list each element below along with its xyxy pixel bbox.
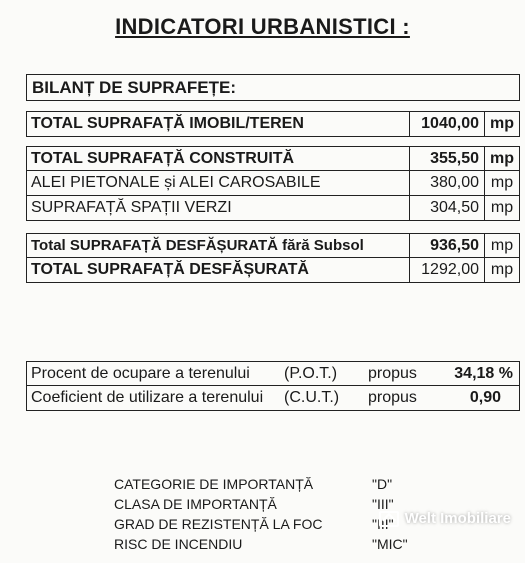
row-value: 936,50 <box>410 233 485 258</box>
page-title: INDICATORI URBANISTICI : <box>115 14 410 39</box>
table-row <box>26 233 520 258</box>
row-unit: mp <box>485 196 520 221</box>
ratio-row-pot <box>26 361 520 386</box>
table-row <box>26 111 520 137</box>
category-value: "III" <box>372 496 394 512</box>
ratio-label: Coeficient de utilizare a terenului <box>31 389 264 406</box>
category-value: "III" <box>372 516 394 532</box>
list-item <box>114 534 434 554</box>
row-unit: mp <box>485 111 520 137</box>
row-unit: mp <box>485 146 520 171</box>
bilant-header-box <box>26 74 520 101</box>
ratio-row-cut <box>26 386 520 411</box>
row-value: 355,50 <box>410 146 485 171</box>
row-value: 1292,00 <box>410 258 485 283</box>
ratio-code: (P.O.T.) <box>284 364 338 382</box>
row-label: TOTAL SUPRAFAȚĂ IMOBIL/TEREN <box>26 111 410 137</box>
category-label: RISC DE INCENDIU <box>114 536 243 552</box>
ratio-value: 0,90 <box>469 389 501 406</box>
row-label: SUPRAFAȚĂ SPAȚII VERZI <box>26 196 410 221</box>
bilant-header: BILANȚ DE SUPRAFEȚE: <box>32 77 236 97</box>
row-label: Total SUPRAFAȚĂ DESFĂȘURATĂ fără Subsol <box>26 233 410 258</box>
table-row <box>26 146 520 171</box>
table-row <box>26 196 520 221</box>
row-label: TOTAL SUPRAFAȚĂ CONSTRUITĂ <box>26 146 410 171</box>
row-label: ALEI PIETONALE și ALEI CAROSABILE <box>26 171 410 196</box>
list-item <box>114 474 434 494</box>
ratio-status: propus <box>368 389 417 406</box>
row-value: 304,50 <box>410 196 485 221</box>
house-icon <box>379 511 399 527</box>
row-unit: mp <box>485 171 520 196</box>
table-row <box>26 171 520 196</box>
category-label: CLASA DE IMPORTANȚĂ <box>114 496 277 512</box>
category-label: CATEGORIE DE IMPORTANȚĂ <box>114 476 314 492</box>
category-value: "D" <box>372 476 393 492</box>
ratio-value: 34,18 % <box>454 364 513 382</box>
ratio-label: Procent de ocupare a terenului <box>31 364 250 382</box>
table-row <box>26 258 520 283</box>
category-label: GRAD DE REZISTENȚĂ LA FOC <box>114 516 323 532</box>
row-value: 380,00 <box>410 171 485 196</box>
row-unit: mp <box>485 258 520 283</box>
watermark-text: Welt Imobiliare <box>404 510 511 527</box>
ratio-status: propus <box>368 364 417 382</box>
category-value: "MIC" <box>372 536 408 552</box>
watermark <box>379 510 511 527</box>
row-unit: mp <box>485 233 520 258</box>
row-value: 1040,00 <box>410 111 485 137</box>
ratio-code: (C.U.T.) <box>284 389 340 406</box>
row-label: TOTAL SUPRAFAȚĂ DESFĂȘURATĂ <box>26 258 410 283</box>
